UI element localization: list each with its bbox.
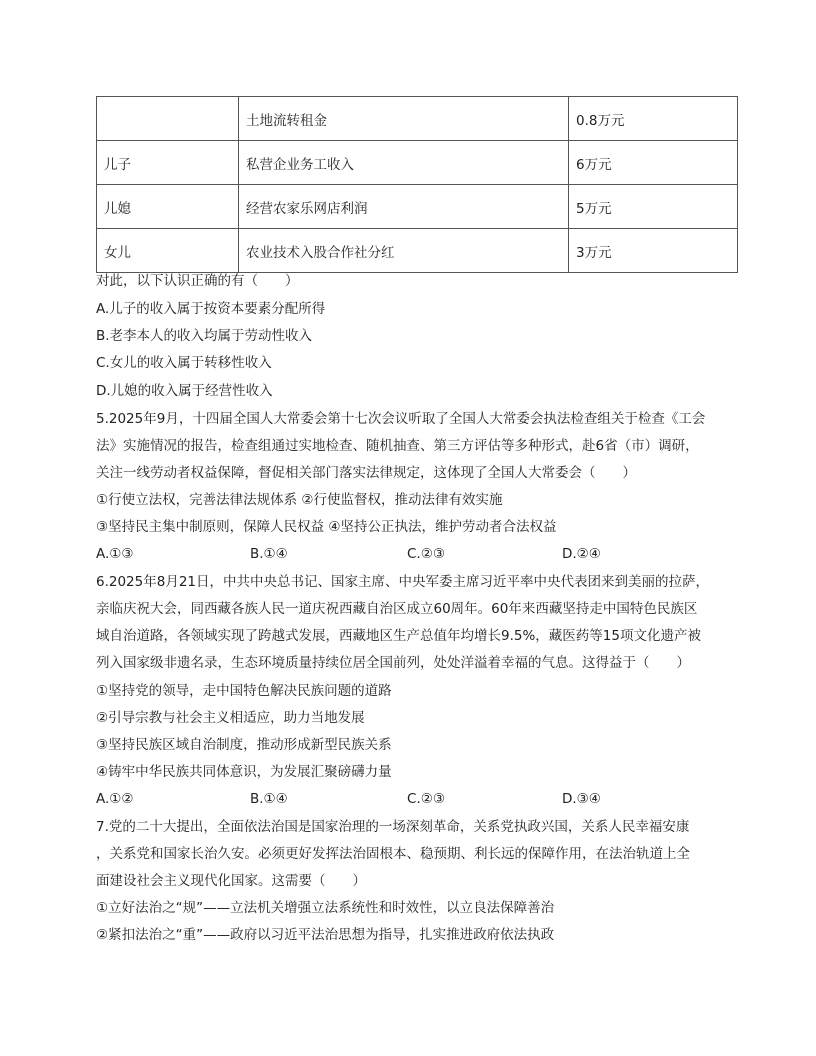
income-table <box>96 96 738 273</box>
q7-item-line: ②紧扣法治之“重”——政府以习近平法治思想为指导，扎实推进政府依法执政 <box>96 927 555 943</box>
q7-stem-line: 面建设社会主义现代化国家。这需要（ ） <box>96 873 366 889</box>
q6-item-line: ②引导宗教与社会主义相适应，助力当地发展 <box>96 710 365 726</box>
table-cell: 5万元 <box>569 185 738 229</box>
q6-stem-line: 域自治道路，各领域实现了跨越式发展，西藏地区生产总值年均增长9.5%，藏医药等15项文化遗产被 <box>96 628 701 644</box>
table-cell: 6万元 <box>569 141 738 185</box>
table-row <box>97 185 738 229</box>
q6-item-line: ④铸牢中华民族共同体意识，为发展汇聚磅礴力量 <box>96 764 392 780</box>
q7-stem-line: 7.党的二十大提出，全面依法治国是国家治理的一场深刻革命，关系党执政兴国，关系人民幸福安康 <box>96 819 690 835</box>
table-cell: 0.8万元 <box>569 97 738 141</box>
table-row <box>97 229 738 273</box>
table-cell: 女儿 <box>97 229 239 273</box>
q5-choice-a: A.①③ <box>96 546 134 562</box>
q7-stem-line: ，关系党和国家长治久安。必须更好发挥法治固根本、稳预期、利长远的保障作用，在法治轨道上全 <box>96 846 690 862</box>
q5-stem-line: 法》实施情况的报告，检查组通过实地检查、随机抽查、第三方评估等多种形式，赴6省（市）调研， <box>96 438 699 454</box>
q6-stem-line: 6.2025年8月21日，中共中央总书记、国家主席、中央军委主席习近平率中央代表团来到美丽的拉萨， <box>96 574 710 590</box>
q6-choice-a: A.①② <box>96 791 134 807</box>
table-row <box>97 141 738 185</box>
table-cell: 农业技术入股合作社分红 <box>239 229 569 273</box>
table-row <box>97 97 738 141</box>
table-cell <box>97 97 239 141</box>
q4-option-c: C.女儿的收入属于转移性收入 <box>96 355 272 371</box>
q5-item-line: ③坚持民主集中制原则，保障人民权益 ④坚持公正执法，维护劳动者合法权益 <box>96 519 557 535</box>
q6-choice-b: B.①④ <box>250 791 288 807</box>
q6-choice-c: C.②③ <box>407 791 445 807</box>
q5-stem-line: 关注一线劳动者权益保障，督促相关部门落实法律规定，这体现了全国人大常委会（ ） <box>96 465 636 481</box>
table-cell: 土地流转租金 <box>239 97 569 141</box>
table-cell: 儿子 <box>97 141 239 185</box>
q5-choice-b: B.①④ <box>250 546 288 562</box>
table-cell: 经营农家乐网店利润 <box>239 185 569 229</box>
q5-item-line: ①行使立法权，完善法律法规体系 ②行使监督权，推动法律有效实施 <box>96 492 503 508</box>
q4-option-b: B.老李本人的收入均属于劳动性收入 <box>96 328 313 344</box>
q6-item-line: ①坚持党的领导，走中国特色解决民族问题的道路 <box>96 683 392 699</box>
q6-item-line: ③坚持民族区域自治制度，推动形成新型民族关系 <box>96 737 392 753</box>
q4-stem: 对此，以下认识正确的有（ ） <box>96 273 299 289</box>
q7-item-line: ①立好法治之“规”——立法机关增强立法系统性和时效性，以立良法保障善治 <box>96 900 555 916</box>
table-cell: 3万元 <box>569 229 738 273</box>
q4-option-d: D.儿媳的收入属于经营性收入 <box>96 383 273 399</box>
table-cell: 私营企业务工收入 <box>239 141 569 185</box>
q5-choice-c: C.②③ <box>407 546 445 562</box>
q4-option-a: A.儿子的收入属于按资本要素分配所得 <box>96 301 326 317</box>
q6-choice-d: D.③④ <box>562 791 601 807</box>
q5-stem-line: 5.2025年9月，十四届全国人大常委会第十七次会议听取了全国人大常委会执法检查组关于检查《工会 <box>96 411 706 427</box>
q6-stem-line: 亲临庆祝大会，同西藏各族人民一道庆祝西藏自治区成立60周年。60年来西藏坚持走中国特色民族区 <box>96 601 698 617</box>
table-cell: 儿媳 <box>97 185 239 229</box>
q6-stem-line: 列入国家级非遗名录，生态环境质量持续位居全国前列，处处洋溢着幸福的气息。这得益于（ ） <box>96 655 690 671</box>
q5-choice-d: D.②④ <box>562 546 601 562</box>
